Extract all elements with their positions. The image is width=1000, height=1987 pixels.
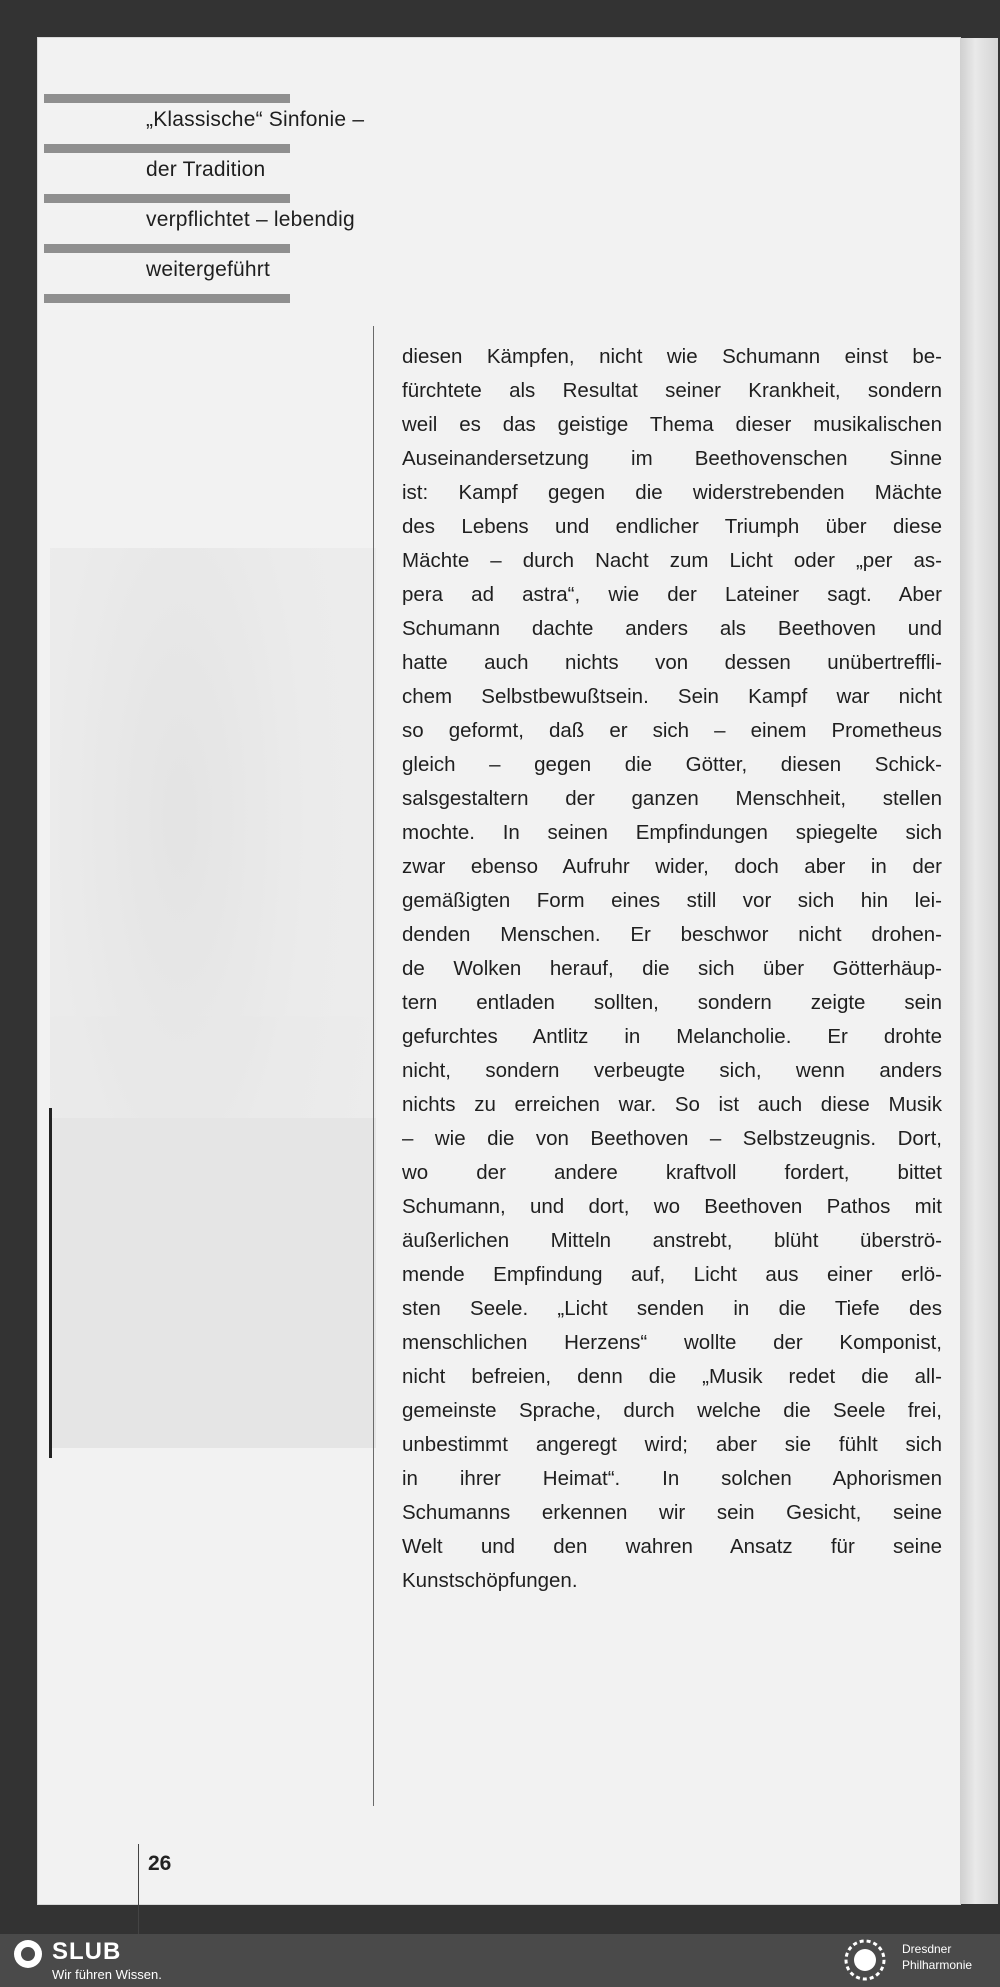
body-line: des Lebens und endlicher Triumph über diese [402, 515, 942, 538]
body-line: diesen Kämpfen, nicht wie Schumann einst be- [402, 345, 942, 368]
body-line: gefurchtes Antlitz in Melancholie. Er drohte [402, 1025, 942, 1048]
page-content [38, 38, 960, 1904]
body-line: fürchtete als Resultat seiner Krankheit, sondern [402, 379, 942, 402]
body-text [402, 340, 942, 1598]
body-line: äußerlichen Mitteln anstrebt, blüht überströ- [402, 1229, 942, 1252]
heading-line: „Klassische“ Sinfonie – [146, 108, 365, 131]
footer-bar [0, 1934, 1000, 1987]
body-line: nichts zu erreichen war. So ist auch diese Musik [402, 1093, 942, 1116]
body-line: denden Menschen. Er beschwor nicht drohen- [402, 923, 942, 946]
body-line: Mächte – durch Nacht zum Licht oder „per as- [402, 549, 942, 572]
page-number-rule [138, 1844, 139, 1942]
heading-line: der Tradition [146, 158, 266, 181]
column-rule [373, 326, 374, 1806]
partner-name-line2: Philharmonie [902, 1958, 973, 1972]
body-line: mochte. In seinen Empfindungen spiegelte sich [402, 821, 942, 844]
body-line: salsgestaltern der ganzen Menschheit, stellen [402, 787, 942, 810]
partner-name-line1: Dresdner [902, 1942, 952, 1956]
body-line: pera ad astra“, wie der Lateiner sagt. Aber [402, 583, 942, 606]
heading-line: weitergeführt [146, 258, 270, 281]
body-line: wo der andere kraftvoll fordert, bittet [402, 1161, 942, 1184]
body-line: chem Selbstbewußtsein. Sein Kampf war nicht [402, 685, 942, 708]
faded-background-image [50, 548, 376, 1448]
library-name: SLUB [52, 1938, 122, 1965]
body-line: Auseinandersetzung im Beethovenschen Sinne [402, 447, 942, 470]
body-line: in ihrer Heimat“. In solchen Aphorismen [402, 1467, 942, 1490]
heading-stripe [44, 294, 290, 303]
body-line: ist: Kampf gegen die widerstrebenden Mächte [402, 481, 942, 504]
body-line: Schumann dachte anders als Beethoven und [402, 617, 942, 640]
body-line: gemäßigten Form eines still vor sich hin lei- [402, 889, 942, 912]
slub-logo-icon [14, 1940, 42, 1968]
body-line: so geformt, daß er sich – einem Prometheus [402, 719, 942, 742]
body-line: menschlichen Herzens“ wollte der Komponist, [402, 1331, 942, 1354]
body-line: – wie die von Beethoven – Selbstzeugnis. Dort, [402, 1127, 942, 1150]
heading-stripe [44, 144, 290, 153]
body-line: Welt und den wahren Ansatz für seine [402, 1535, 942, 1558]
heading-stripe [44, 244, 290, 253]
page-number: 26 [148, 1852, 172, 1875]
body-line: gemeinste Sprache, durch welche die Seele frei, [402, 1399, 942, 1422]
faded-image-lower-block [50, 1118, 376, 1448]
margin-rule [49, 1108, 52, 1458]
body-line: Schumann, und dort, wo Beethoven Pathos mit [402, 1195, 942, 1218]
heading-stripe [44, 94, 290, 103]
body-line: hatte auch nichts von dessen unübertreffli- [402, 651, 942, 674]
body-line: nicht befreien, denn die „Musik redet die all- [402, 1365, 942, 1388]
heading-stripe [44, 194, 290, 203]
body-line: Kunstschöpfungen. [402, 1569, 578, 1592]
heading-line: verpflichtet – lebendig [146, 208, 355, 231]
body-line: zwar ebenso Aufruhr wider, doch aber in der [402, 855, 942, 878]
body-line: de Wolken herauf, die sich über Götterhäup- [402, 957, 942, 980]
body-line: weil es das geistige Thema dieser musikalischen [402, 413, 942, 436]
body-line: mende Empfindung auf, Licht aus einer erlö- [402, 1263, 942, 1286]
body-line: unbestimmt angeregt wird; aber sie fühlt sich [402, 1433, 942, 1456]
library-tagline: Wir führen Wissen. [52, 1967, 162, 1982]
body-line: sten Seele. „Licht senden in die Tiefe des [402, 1297, 942, 1320]
body-line: gleich – gegen die Götter, diesen Schick- [402, 753, 942, 776]
philharmonie-logo-icon [843, 1938, 887, 1982]
body-line: nicht, sondern verbeugte sich, wenn anders [402, 1059, 942, 1082]
body-line: tern entladen sollten, sondern zeigte sein [402, 991, 942, 1014]
page-edge [960, 38, 998, 1904]
body-line: Schumanns erkennen wir sein Gesicht, seine [402, 1501, 942, 1524]
